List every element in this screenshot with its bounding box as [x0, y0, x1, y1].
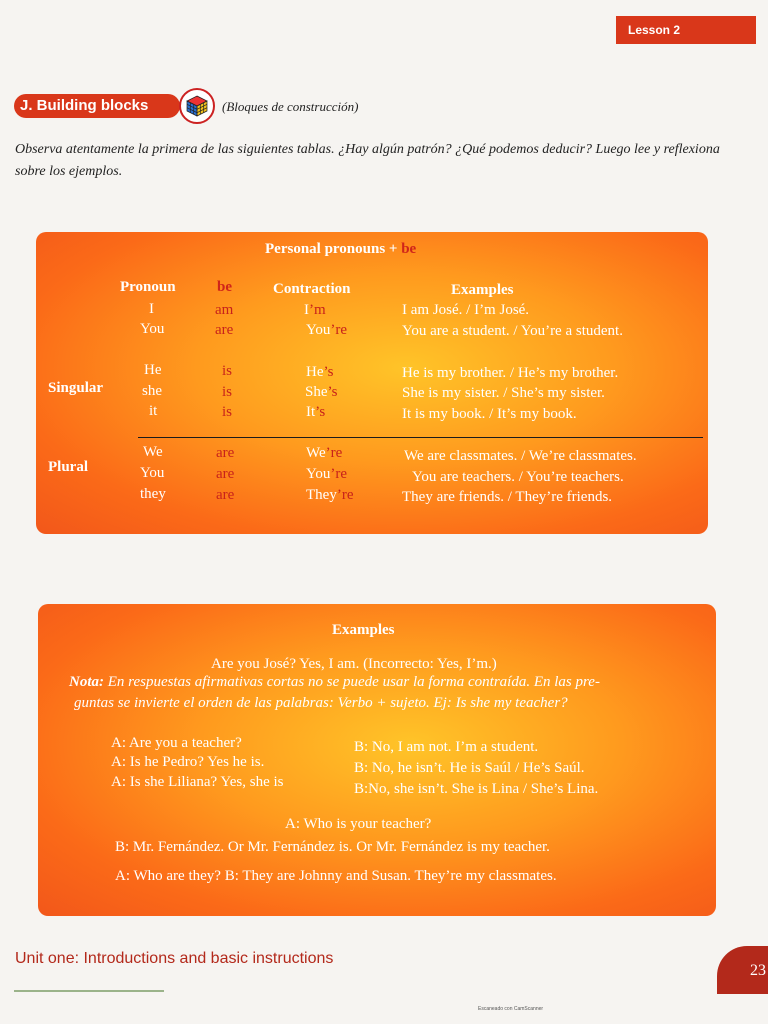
row-pronoun: We: [143, 444, 163, 460]
row-example: They are friends. / They’re friends.: [402, 489, 613, 505]
qa-answer: B: No, he isn’t. He is Saúl / He’s Saúl.: [354, 760, 585, 776]
contraction-suffix: ’re: [325, 445, 343, 461]
examples-title: Examples: [332, 622, 395, 638]
row-contraction: [306, 364, 334, 381]
group-plural: Plural: [48, 459, 88, 475]
contraction-suffix: ’s: [327, 384, 338, 400]
row-example: He is my brother. / He’s my brother.: [402, 365, 619, 381]
row-be: is: [222, 384, 233, 400]
row-be: are: [216, 487, 235, 503]
contraction-suffix: ’re: [336, 487, 354, 503]
row-pronoun: they: [140, 486, 166, 502]
examples-line1: Are you José? Yes, I am. (Incorrecto: Yes, I’m.): [211, 656, 497, 672]
header-examples: Examples: [451, 282, 514, 298]
pronouns-table-panel: [36, 232, 708, 534]
they-line: [115, 868, 557, 885]
row-pronoun: He: [144, 362, 162, 378]
bottom-rule: [14, 990, 164, 992]
contraction-base: We: [306, 445, 326, 461]
table-title: [265, 241, 416, 258]
contraction-base: You: [306, 466, 331, 482]
note-text2: guntas se invierte el orden de las palabras: Verbo + sujeto. Ej:: [74, 695, 452, 711]
table-title-be: be: [401, 241, 417, 257]
row-contraction: [305, 384, 338, 401]
row-pronoun: I: [149, 301, 154, 317]
contraction-base: I: [304, 302, 309, 318]
note-line1: [69, 674, 600, 691]
contraction-base: He: [306, 364, 324, 380]
row-pronoun: she: [142, 383, 162, 399]
row-example: I am José. / I’m José.: [402, 302, 530, 318]
row-contraction: [306, 466, 347, 483]
row-example: You are teachers. / You’re teachers.: [412, 469, 624, 485]
row-be: are: [216, 445, 235, 461]
qa-question: A: Is he Pedro? Yes he is.: [111, 754, 265, 770]
contraction-base: They: [306, 487, 337, 503]
header-be: be: [217, 279, 232, 295]
row-example: She is my sister. / She’s my sister.: [402, 385, 605, 401]
who-answer: B: Mr. Fernández. Or Mr. Fernández is. Or Mr. Fernández is my teacher.: [115, 839, 550, 855]
they-question: A: Who are they?: [115, 868, 221, 884]
qa-question: A: Is she Liliana? Yes, she is: [111, 774, 284, 790]
row-contraction: [304, 302, 326, 319]
qa-answer: B:No, she isn’t. She is Lina / She’s Lina.: [354, 781, 599, 797]
contraction-base: She: [305, 384, 328, 400]
intro-text: Observa atentamente la primera de las siguientes tablas. ¿Hay algún patrón? ¿Qué podemos deducir? Luego lee y reflexiona sobre los ejemplos.: [15, 142, 720, 179]
row-pronoun: You: [140, 465, 165, 481]
note-example: Is she my teacher?: [455, 695, 568, 711]
note-line2: [74, 695, 568, 712]
qa-answer: B: No, I am not. I’m a student.: [354, 739, 539, 755]
row-be: are: [215, 322, 234, 338]
row-pronoun: it: [149, 403, 158, 419]
scanner-watermark: Escaneado con CamScanner: [478, 1006, 544, 1012]
lesson-tab: Lesson 2: [616, 16, 756, 44]
contraction-suffix: ’re: [330, 466, 347, 482]
table-title-prefix: Personal pronouns +: [265, 241, 398, 257]
row-contraction: [306, 445, 342, 462]
group-singular: Singular: [48, 380, 104, 396]
header-pronoun: Pronoun: [120, 279, 176, 295]
contraction-suffix: ’m: [309, 302, 326, 318]
row-be: is: [222, 363, 233, 379]
who-question: A: Who is your teacher?: [285, 816, 432, 832]
qa-question: A: Are you a teacher?: [111, 735, 242, 751]
row-contraction: [306, 404, 325, 421]
contraction-suffix: ’s: [323, 364, 334, 380]
page-number: 23: [717, 946, 768, 994]
note-label: Nota:: [69, 674, 104, 690]
row-example: We are classmates. / We’re classmates.: [404, 448, 637, 464]
contraction-suffix: ’re: [330, 322, 347, 338]
contraction-base: It: [306, 404, 316, 420]
unit-title: Unit one: Introductions and basic instructions: [15, 950, 334, 967]
row-example: You are a student. / You’re a student.: [402, 323, 623, 339]
table-divider: [138, 437, 703, 438]
section-subtitle: (Bloques de construcción): [222, 99, 359, 114]
header-contraction: Contraction: [273, 281, 351, 297]
section-title: J. Building blocks: [14, 94, 180, 118]
they-answer: B: They are Johnny and Susan. They’re my classmates.: [224, 868, 557, 884]
row-example: It is my book. / It’s my book.: [402, 406, 577, 422]
row-contraction: [306, 487, 353, 504]
row-be: am: [215, 302, 234, 318]
row-be: is: [222, 404, 233, 420]
contraction-base: You: [306, 322, 331, 338]
rubiks-cube-icon: [179, 88, 215, 124]
examples-panel: [38, 604, 716, 916]
row-be: are: [216, 466, 235, 482]
row-pronoun: You: [140, 321, 165, 337]
contraction-suffix: ’s: [315, 404, 326, 420]
note-text1: En respuestas afirmativas cortas no se puede usar la forma contraída. En las pre-: [107, 674, 600, 690]
row-contraction: [306, 322, 347, 339]
